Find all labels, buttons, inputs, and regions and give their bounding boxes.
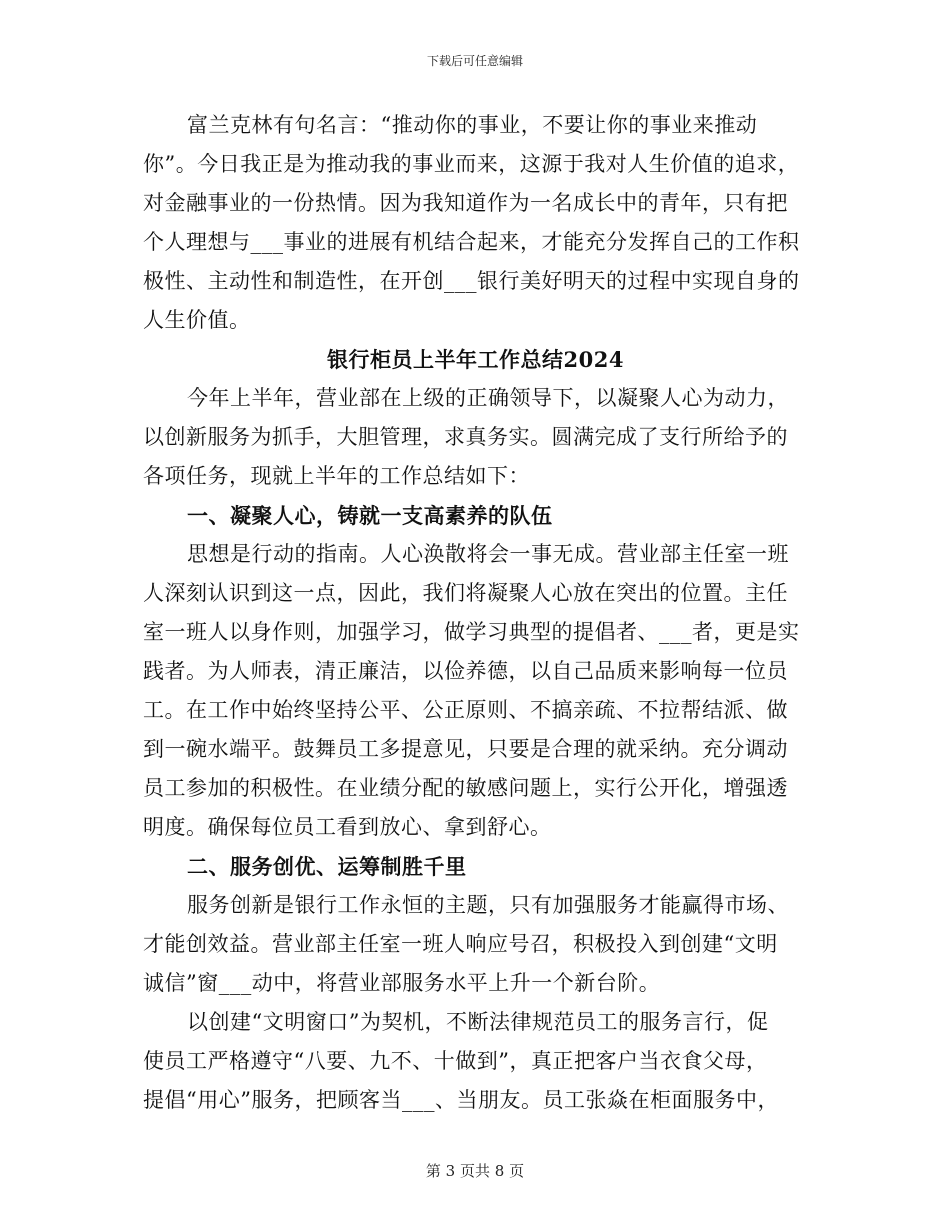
text-line: 以创新服务为抓手，大胆管理，求真务实。圆满完成了支行所给予的 — [143, 425, 788, 449]
text-line: 明度。确保每位员工看到放心、拿到舒心。 — [143, 815, 552, 839]
text-line: 到一碗水端平。鼓舞员工多提意见，只要是合理的就采纳。充分调动 — [143, 737, 788, 761]
document-body — [143, 106, 808, 1120]
page-header: 下载后可任意编辑 — [426, 54, 523, 68]
text-line: 践者。为人师表，清正廉洁，以俭养德，以自己品质来影响每一位员 — [143, 659, 788, 683]
text-line: 对金融事业的一份热情。因为我知道作为一名成长中的青年，只有把 — [143, 191, 788, 215]
text-line: 富兰克林有句名言：“推动你的事业，不要让你的事业来推动 — [187, 113, 758, 137]
text-line: 今年上半年，营业部在上级的正确领导下，以凝聚人心为动力， — [187, 386, 789, 410]
page-footer: 第 3 页共 8 页 — [425, 1162, 525, 1180]
text-line: 以创建“文明窗口”为契机，不断法律规范员工的服务言行，促 — [187, 1010, 769, 1034]
section-heading: 二、服务创优、运筹制胜千里 — [187, 854, 467, 879]
text-line: 工。在工作中始终坚持公平、公正原则、不搞亲疏、不拉帮结派、做 — [143, 698, 788, 722]
text-line: 你”。今日我正是为推动我的事业而来，这源于我对人生价值的追求， — [143, 152, 800, 176]
text-line: 人生价值。 — [143, 308, 251, 332]
text-line: 各项任务，现就上半年的工作总结如下： — [143, 464, 530, 488]
section-heading: 一、凝聚人心，铸就一支高素养的队伍 — [187, 503, 553, 528]
text-line: 才能创效益。营业部主任室一班人响应号召，积极投入到创建“文明 — [143, 932, 778, 956]
text-line: 思想是行动的指南。人心涣散将会一事无成。营业部主任室一班 — [187, 542, 789, 566]
section-heading: 银行柜员上半年工作总结2024 — [327, 347, 624, 372]
text-line: 服务创新是银行工作永恒的主题，只有加强服务才能赢得市场、 — [187, 893, 789, 917]
text-line: 提倡“用心”服务，把顾客当___、当朋友。员工张焱在柜面服务中， — [143, 1088, 779, 1112]
text-line: 人深刻认识到这一点，因此，我们将凝聚人心放在突出的位置。主任 — [143, 581, 788, 605]
text-line: 极性、主动性和制造性，在开创___银行美好明天的过程中实现自身的 — [143, 269, 800, 293]
text-line: 员工参加的积极性。在业绩分配的敏感问题上，实行公开化，增强透 — [143, 776, 788, 800]
text-line: 诚信”窗___动中，将营业部服务水平上升一个新台阶。 — [143, 971, 661, 995]
text-line: 个人理想与___事业的进展有机结合起来，才能充分发挥自己的工作积 — [143, 230, 800, 254]
text-line: 使员工严格遵守“八要、九不、十做到”，真正把客户当衣食父母， — [143, 1049, 768, 1073]
text-line: 室一班人以身作则，加强学习，做学习典型的提倡者、___者，更是实 — [143, 620, 800, 644]
